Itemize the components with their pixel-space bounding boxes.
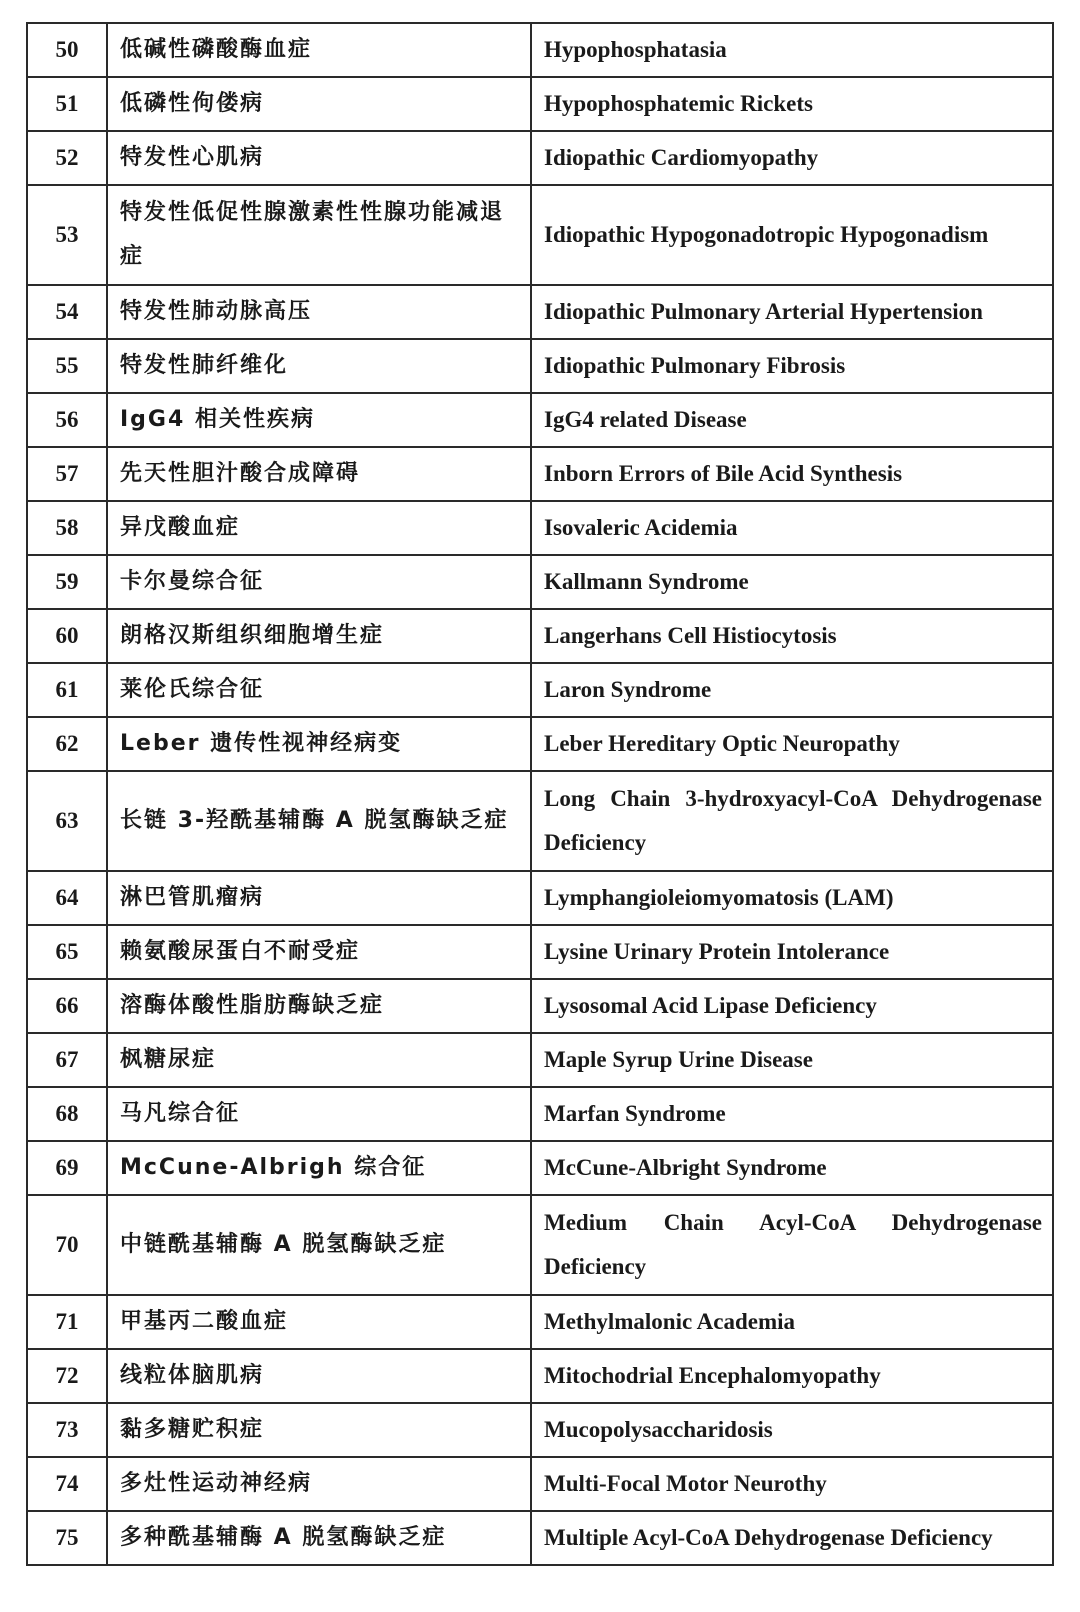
table-row <box>27 77 1053 131</box>
table-body <box>27 23 1053 1565</box>
chinese-name-cell: 溶酶体酸性脂肪酶缺乏症 <box>107 979 531 1033</box>
table-row <box>27 185 1053 285</box>
english-name-cell: Idiopathic Pulmonary Fibrosis <box>531 339 1053 393</box>
english-name-cell: Long Chain 3-hydroxyacyl-CoA Dehydrogenase Deficiency <box>531 771 1053 871</box>
table-row <box>27 1087 1053 1141</box>
row-number-cell: 58 <box>27 501 107 555</box>
chinese-name-cell: McCune-Albrigh 综合征 <box>107 1141 531 1195</box>
row-number-cell: 52 <box>27 131 107 185</box>
row-number-cell: 65 <box>27 925 107 979</box>
english-name-cell: Methylmalonic Academia <box>531 1295 1053 1349</box>
english-name-cell: Idiopathic Hypogonadotropic Hypogonadism <box>531 185 1053 285</box>
english-name-cell: McCune-Albright Syndrome <box>531 1141 1053 1195</box>
table-row <box>27 339 1053 393</box>
table-row <box>27 555 1053 609</box>
english-name-cell: Hypophosphatasia <box>531 23 1053 77</box>
chinese-name-cell: 黏多糖贮积症 <box>107 1403 531 1457</box>
table-row <box>27 1511 1053 1565</box>
chinese-name-cell: 特发性肺纤维化 <box>107 339 531 393</box>
chinese-name-cell: 线粒体脑肌病 <box>107 1349 531 1403</box>
chinese-name-cell: 特发性心肌病 <box>107 131 531 185</box>
english-name-cell: IgG4 related Disease <box>531 393 1053 447</box>
english-name-cell: Idiopathic Pulmonary Arterial Hypertension <box>531 285 1053 339</box>
chinese-name-cell: 多灶性运动神经病 <box>107 1457 531 1511</box>
chinese-name-cell: 枫糖尿症 <box>107 1033 531 1087</box>
chinese-name-cell: 先天性胆汁酸合成障碍 <box>107 447 531 501</box>
table-row <box>27 771 1053 871</box>
row-number-cell: 57 <box>27 447 107 501</box>
row-number-cell: 75 <box>27 1511 107 1565</box>
table-row <box>27 131 1053 185</box>
english-name-cell: Isovaleric Acidemia <box>531 501 1053 555</box>
chinese-name-cell: IgG4 相关性疾病 <box>107 393 531 447</box>
row-number-cell: 72 <box>27 1349 107 1403</box>
english-name-cell: Lymphangioleiomyomatosis (LAM) <box>531 871 1053 925</box>
row-number-cell: 51 <box>27 77 107 131</box>
english-name-cell: Lysosomal Acid Lipase Deficiency <box>531 979 1053 1033</box>
table-row <box>27 925 1053 979</box>
row-number-cell: 59 <box>27 555 107 609</box>
row-number-cell: 54 <box>27 285 107 339</box>
chinese-name-cell: Leber 遗传性视神经病变 <box>107 717 531 771</box>
row-number-cell: 64 <box>27 871 107 925</box>
table-row <box>27 1349 1053 1403</box>
row-number-cell: 56 <box>27 393 107 447</box>
chinese-name-cell: 甲基丙二酸血症 <box>107 1295 531 1349</box>
table-row <box>27 393 1053 447</box>
row-number-cell: 53 <box>27 185 107 285</box>
table-row <box>27 23 1053 77</box>
table-row <box>27 1403 1053 1457</box>
row-number-cell: 67 <box>27 1033 107 1087</box>
english-name-cell: Lysine Urinary Protein Intolerance <box>531 925 1053 979</box>
table-row <box>27 447 1053 501</box>
table-row <box>27 1457 1053 1511</box>
row-number-cell: 70 <box>27 1195 107 1295</box>
row-number-cell: 50 <box>27 23 107 77</box>
english-name-cell: Medium Chain Acyl-CoA Dehydrogenase Deficiency <box>531 1195 1053 1295</box>
chinese-name-cell: 中链酰基辅酶 A 脱氢酶缺乏症 <box>107 1195 531 1295</box>
english-name-cell: Langerhans Cell Histiocytosis <box>531 609 1053 663</box>
table-row <box>27 1141 1053 1195</box>
table-row <box>27 501 1053 555</box>
english-name-cell: Inborn Errors of Bile Acid Synthesis <box>531 447 1053 501</box>
row-number-cell: 55 <box>27 339 107 393</box>
row-number-cell: 66 <box>27 979 107 1033</box>
row-number-cell: 73 <box>27 1403 107 1457</box>
rare-disease-table <box>26 22 1054 1566</box>
chinese-name-cell: 特发性肺动脉高压 <box>107 285 531 339</box>
table-row <box>27 1033 1053 1087</box>
chinese-name-cell: 朗格汉斯组织细胞增生症 <box>107 609 531 663</box>
english-name-cell: Leber Hereditary Optic Neuropathy <box>531 717 1053 771</box>
english-name-cell: Hypophosphatemic Rickets <box>531 77 1053 131</box>
chinese-name-cell: 莱伦氏综合征 <box>107 663 531 717</box>
row-number-cell: 68 <box>27 1087 107 1141</box>
chinese-name-cell: 异戊酸血症 <box>107 501 531 555</box>
chinese-name-cell: 特发性低促性腺激素性性腺功能减退症 <box>107 185 531 285</box>
table-row <box>27 663 1053 717</box>
chinese-name-cell: 多种酰基辅酶 A 脱氢酶缺乏症 <box>107 1511 531 1565</box>
row-number-cell: 74 <box>27 1457 107 1511</box>
chinese-name-cell: 马凡综合征 <box>107 1087 531 1141</box>
row-number-cell: 63 <box>27 771 107 871</box>
table-row <box>27 285 1053 339</box>
english-name-cell: Laron Syndrome <box>531 663 1053 717</box>
english-name-cell: Idiopathic Cardiomyopathy <box>531 131 1053 185</box>
english-name-cell: Maple Syrup Urine Disease <box>531 1033 1053 1087</box>
table-row <box>27 871 1053 925</box>
english-name-cell: Marfan Syndrome <box>531 1087 1053 1141</box>
chinese-name-cell: 低磷性佝偻病 <box>107 77 531 131</box>
row-number-cell: 60 <box>27 609 107 663</box>
english-name-cell: Multi-Focal Motor Neurothy <box>531 1457 1053 1511</box>
row-number-cell: 69 <box>27 1141 107 1195</box>
table-row <box>27 717 1053 771</box>
row-number-cell: 62 <box>27 717 107 771</box>
english-name-cell: Multiple Acyl-CoA Dehydrogenase Deficiency <box>531 1511 1053 1565</box>
table-row <box>27 1295 1053 1349</box>
chinese-name-cell: 卡尔曼综合征 <box>107 555 531 609</box>
english-name-cell: Mucopolysaccharidosis <box>531 1403 1053 1457</box>
chinese-name-cell: 长链 3-羟酰基辅酶 A 脱氢酶缺乏症 <box>107 771 531 871</box>
english-name-cell: Kallmann Syndrome <box>531 555 1053 609</box>
table-row <box>27 1195 1053 1295</box>
chinese-name-cell: 赖氨酸尿蛋白不耐受症 <box>107 925 531 979</box>
english-name-cell: Mitochodrial Encephalomyopathy <box>531 1349 1053 1403</box>
table-row <box>27 609 1053 663</box>
table-row <box>27 979 1053 1033</box>
chinese-name-cell: 淋巴管肌瘤病 <box>107 871 531 925</box>
row-number-cell: 61 <box>27 663 107 717</box>
row-number-cell: 71 <box>27 1295 107 1349</box>
chinese-name-cell: 低碱性磷酸酶血症 <box>107 23 531 77</box>
